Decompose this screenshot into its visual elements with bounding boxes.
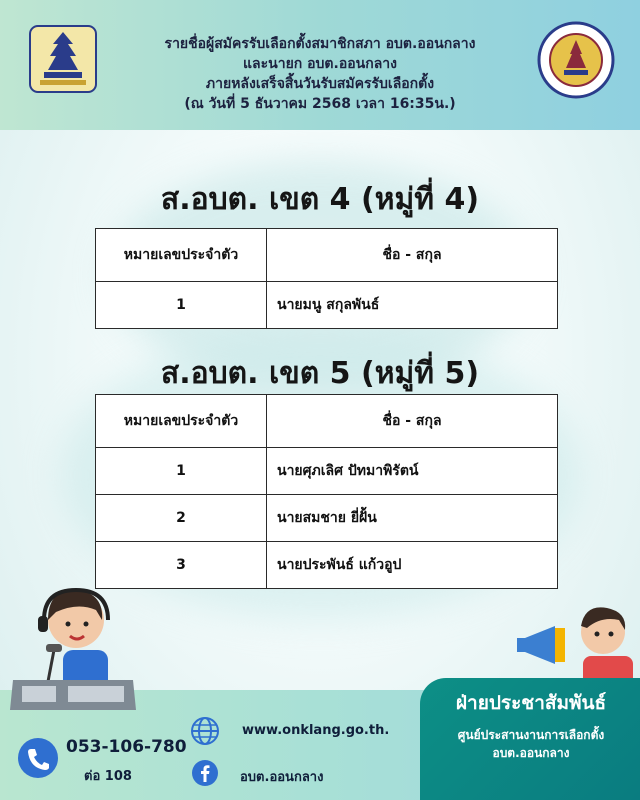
column-header-name: ชื่อ - สกุล [267,229,558,282]
table-header-row [96,395,558,448]
section-title-zone-5: ส.อบต. เขต 5 (หมู่ที่ 5) [160,356,480,391]
header-line-1: รายชื่อผู้สมัครรับเลือกตั้งสมาชิกสภา อบต.ออนกลาง [164,36,476,52]
phone-number[interactable]: 053-106-780 [66,737,187,757]
candidate-number: 1 [96,282,267,329]
phone-extension: ต่อ 108 [84,769,132,784]
pr-subtitle-1: ศูนย์ประสานงานการเลือกตั้ง [457,728,605,742]
header-banner [0,0,640,130]
header-text [100,34,540,114]
table-row [96,542,558,589]
candidate-number: 2 [96,495,267,542]
announcer-illustration-icon [8,580,138,715]
header-line-2: และนายก อบต.ออนกลาง [243,56,397,72]
header-line-3: ภายหลังเสร็จสิ้นวันรับสมัครรับเลือกตั้ง [205,76,435,92]
table-header-row [96,229,558,282]
column-header-number: หมายเลขประจำตัว [96,395,267,448]
facebook-icon [192,760,218,786]
pr-title: ฝ่ายประชาสัมพันธ์ [455,692,607,714]
candidate-number: 3 [96,542,267,589]
section-title-zone-4: ส.อบต. เขต 4 (หมู่ที่ 4) [160,182,480,217]
candidate-name: นายสมชาย ยี่ฝั้น [267,495,558,542]
header-line-4: (ณ วันที่ 5 ธันวาคม 2568 เวลา 16:35น.) [184,96,456,112]
election-commission-emblem-icon [28,24,98,94]
candidate-name: นายมนู สกุลพันธ์ [267,282,558,329]
pr-department-box [420,678,640,800]
candidate-table-zone-5 [95,394,558,589]
column-header-name: ชื่อ - สกุล [267,395,558,448]
candidate-name: นายศุภเลิศ ปัทมาพิรัตน์ [267,448,558,495]
candidate-number: 1 [96,448,267,495]
candidate-name: นายประพันธ์ แก้วอูป [267,542,558,589]
website-link[interactable]: www.onklang.go.th. [242,723,390,738]
pr-subtitle-2: อบต.ออนกลาง [492,746,570,760]
phone-icon [18,738,58,778]
megaphone-man-illustration-icon [515,598,640,688]
facebook-page-link[interactable]: อบต.ออนกลาง [240,770,324,785]
table-row [96,282,558,329]
globe-icon [190,716,220,746]
table-row [96,448,558,495]
onklang-sao-seal-icon [536,20,616,100]
candidate-table-zone-4 [95,228,558,329]
column-header-number: หมายเลขประจำตัว [96,229,267,282]
table-row [96,495,558,542]
